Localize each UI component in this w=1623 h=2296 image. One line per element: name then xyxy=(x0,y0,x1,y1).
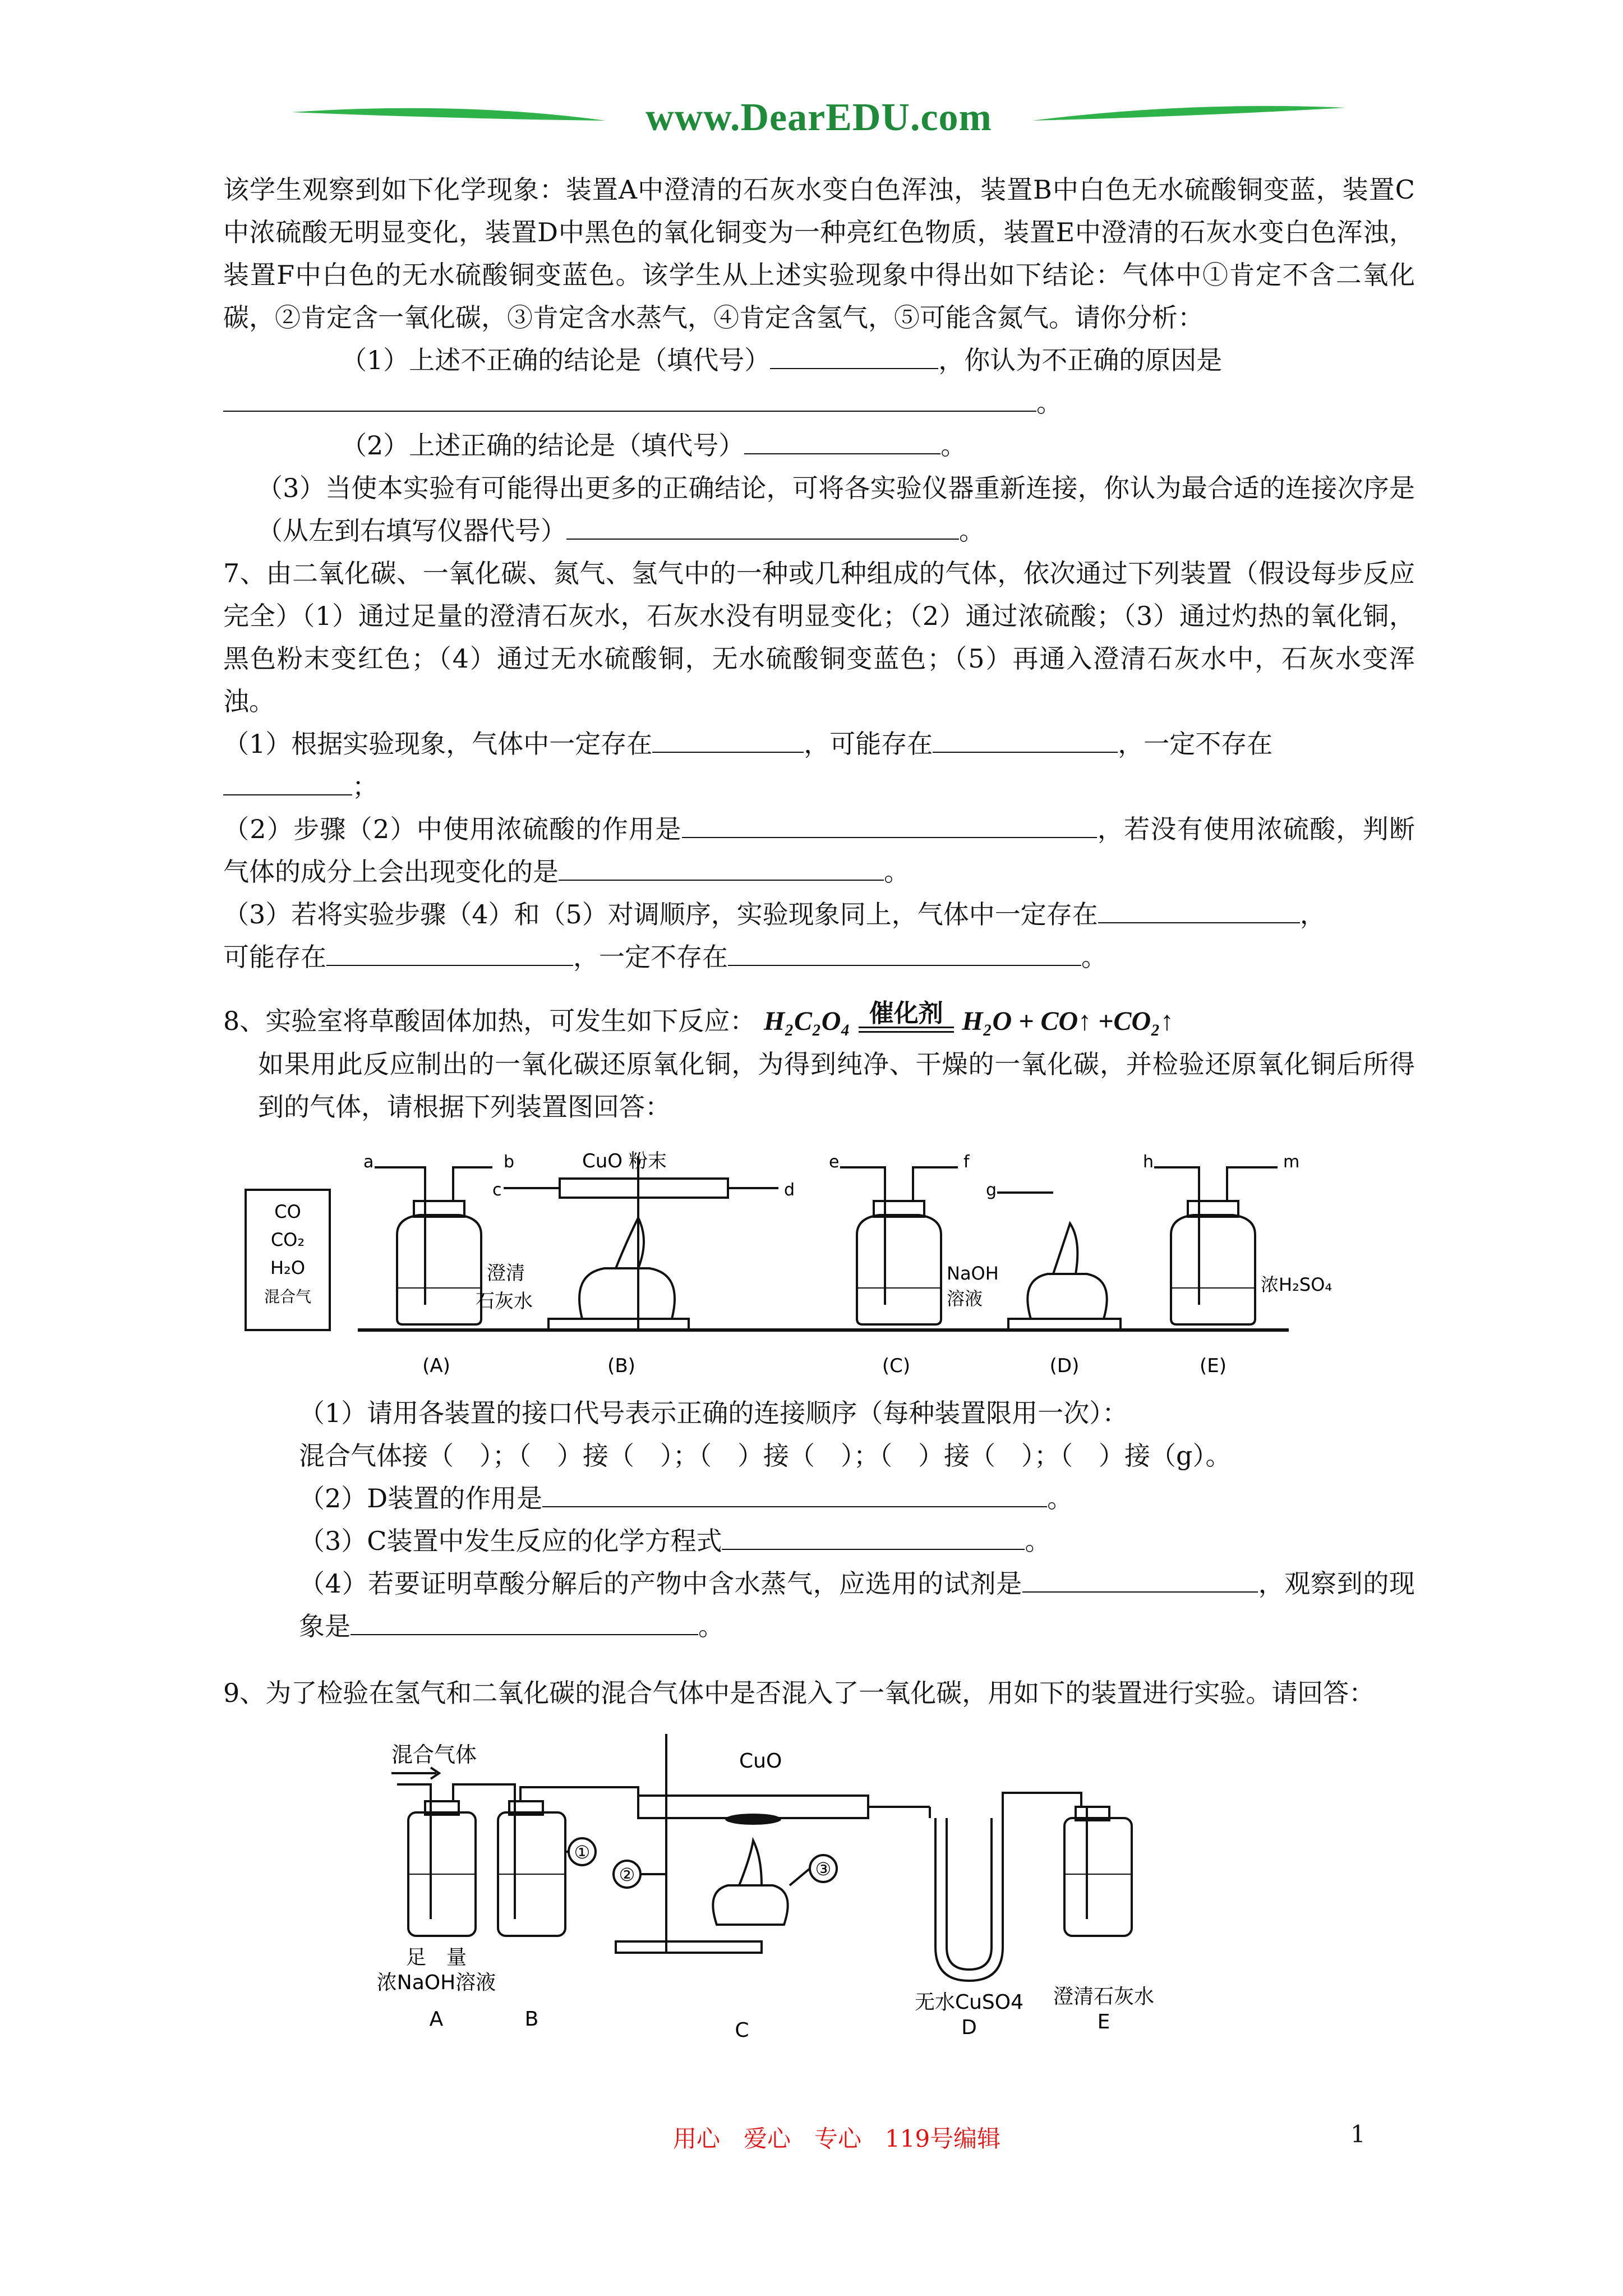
apparatus-letter: C xyxy=(735,2019,749,2042)
apparatus-label: (B) xyxy=(607,1355,635,1377)
apparatus-letter: A xyxy=(429,2008,444,2031)
port-label: e xyxy=(829,1152,840,1172)
q8-part2: （2）D装置的作用是 。 xyxy=(223,1477,1415,1520)
circle-label: ① xyxy=(574,1842,591,1863)
port-label: h xyxy=(1143,1152,1154,1172)
answer-blank[interactable] xyxy=(566,514,959,540)
q8-part1: （1）请用各装置的接口代号表示正确的连接顺序（每种装置限用一次）： xyxy=(299,1398,1128,1428)
answer-blank[interactable] xyxy=(682,812,1097,838)
answer-blank[interactable] xyxy=(223,386,1036,412)
q8-stem: 8、实验室将草酸固体加热，可发生如下反应： H₂C₂O₄ 催化剂 H₂O + CO↑ +CO₂↑ xyxy=(223,1000,1415,1043)
gas-box-line: CO xyxy=(274,1201,301,1222)
apparatus-label: (C) xyxy=(882,1355,911,1377)
equation-right: H₂O + CO↑ +CO₂↑ xyxy=(962,1006,1174,1036)
port-label: c xyxy=(492,1180,502,1200)
cuo-powder xyxy=(725,1814,781,1825)
q9-stem: 9、为了检验在氢气和二氧化碳的混合气体中是否混入了一氧化碳，用如下的装置进行实验。请回答： xyxy=(223,1678,1375,1708)
label-a2: 浓NaOH溶液 xyxy=(376,1971,496,1994)
answer-blank[interactable] xyxy=(351,1609,698,1635)
reagent-e: 浓H₂SO₄ xyxy=(1261,1274,1332,1295)
site-name: www.DearEDU.com xyxy=(645,96,992,139)
q6-part1-line2: 。 xyxy=(223,381,1415,424)
reagent-a: 澄清 xyxy=(487,1262,525,1285)
apparatus-label: (D) xyxy=(1049,1355,1080,1377)
circle-label: ② xyxy=(619,1864,635,1885)
gas-box-line: CO₂ xyxy=(270,1229,305,1250)
label-d: 无水CuSO4 xyxy=(914,1991,1024,2014)
port-label: b xyxy=(504,1152,515,1172)
q7-part3: （3）若将实验步骤（4）和（5）对调顺序，实验现象同上，气体中一定存在 ， 可能存在 ，一定不存在 。 xyxy=(223,893,1415,978)
port-label: a xyxy=(363,1152,374,1172)
footer-note: 用心 爱心 专心 119号编辑 xyxy=(673,2125,1001,2152)
figure-q9 xyxy=(223,1734,1415,2048)
port-label: d xyxy=(784,1180,795,1200)
cuo-label: CuO xyxy=(739,1750,782,1773)
reagent-a: 石灰水 xyxy=(476,1290,533,1313)
apparatus-letter: B xyxy=(524,2008,539,2031)
equation-left: H₂C₂O₄ xyxy=(763,1006,851,1036)
q8-part4: （4）若要证明草酸分解后的产物中含水蒸气，应选用的试剂是 ，观察到的现象是 。 xyxy=(223,1562,1415,1648)
q6-intro: 该学生观察到如下化学现象：装置A中澄清的石灰水变白色浑浊，装置B中白色无水硫酸铜变蓝，装置C中浓硫酸无明显变化，装置D中黑色的氧化铜变为一种亮红色物质，装置E中澄清的石灰水变白色浑浊，装置F中白色的无水硫酸铜变蓝色。该学生从上述实验现象中得出如下结论：气体中①肯定不含二氧化碳，②肯定含一氧化碳，③肯定含水蒸气，④肯定含氢气，⑤可能含氮气。请你分析： xyxy=(223,174,1415,333)
answer-blank[interactable] xyxy=(542,1481,1047,1507)
gas-box-line: 混合气 xyxy=(264,1287,312,1306)
q8-part3: （3）C装置中发生反应的化学方程式 。 xyxy=(223,1520,1415,1562)
apparatus-diagram-q9 xyxy=(223,1734,1415,2048)
reagent-c: NaOH xyxy=(947,1263,999,1284)
q7-part1: （1）根据实验现象，气体中一定存在 ，可能存在 ，一定不存在 ； xyxy=(223,723,1415,808)
gas-label: 混合气体 xyxy=(391,1742,477,1767)
port-label: g xyxy=(986,1180,997,1200)
apparatus-label: (E) xyxy=(1199,1355,1227,1377)
label-e: 澄清石灰水 xyxy=(1053,1985,1155,2008)
q8-part1-line2: 混合气体接（ ）；（ ）接（ ）；（ ）接（ ）；（ ）接（ ）；（ ）接（g）。 xyxy=(299,1441,1232,1471)
answer-blank[interactable] xyxy=(1022,1567,1258,1593)
answer-blank[interactable] xyxy=(933,727,1118,753)
equation-arrow: 催化剂 xyxy=(859,1001,954,1043)
cuo-label: CuO 粉末 xyxy=(582,1150,667,1172)
answer-blank[interactable] xyxy=(722,1524,1025,1550)
port-label: f xyxy=(963,1152,970,1172)
page-header xyxy=(292,84,1346,163)
q6-part1: （1）上述不正确的结论是（填代号） ，你认为不正确的原因是 xyxy=(223,339,1415,381)
apparatus-letter: E xyxy=(1097,2010,1110,2033)
q7-stem: 7、由二氧化碳、一氧化碳、氮气、氢气中的一种或几种组成的气体，依次通过下列装置（假设每步反应完全）（1）通过足量的澄清石灰水，石灰水没有明显变化；（2）通过浓硫酸；（3）通过灼热的氧化铜，黑色粉末变红色；（4）通过无水硫酸铜，无水硫酸铜变蓝色；（5）再通入澄清石灰水中，石灰水变浑浊。 xyxy=(223,558,1415,716)
port-label: m xyxy=(1283,1152,1300,1172)
answer-blank[interactable] xyxy=(326,940,573,966)
answer-blank[interactable] xyxy=(770,343,938,369)
circle-label: ③ xyxy=(815,1858,832,1880)
answer-blank[interactable] xyxy=(744,429,940,454)
q6-part2: （2）上述正确的结论是（填代号） 。 xyxy=(223,424,1415,467)
answer-blank[interactable] xyxy=(652,727,804,753)
figure-q8 xyxy=(223,1145,1415,1381)
q6-part3: （3）当使本实验有可能得出更多的正确结论，可将各实验仪器重新连接，你认为最合适的连接次序是（从左到右填写仪器代号） 。 xyxy=(257,473,1415,546)
apparatus-label: (A) xyxy=(422,1355,450,1377)
label-a1: 足 量 xyxy=(405,1946,467,1969)
answer-blank[interactable] xyxy=(559,855,884,881)
q7-part2: （2）步骤（2）中使用浓硫酸的作用是 ，若没有使用浓硫酸，判断气体的成分上会出现变化的是 。 xyxy=(223,808,1415,893)
page-number: 1 xyxy=(1350,2120,1366,2148)
page-content xyxy=(223,168,1415,2048)
q8-intro: 如果用此反应制出的一氧化碳还原氧化铜，为得到纯净、干燥的一氧化碳，并检验还原氧化铜后所得到的气体，请根据下列装置图回答： xyxy=(258,1049,1415,1122)
answer-blank[interactable] xyxy=(223,770,352,795)
answer-blank[interactable] xyxy=(728,940,1081,966)
reagent-c: 溶液 xyxy=(947,1288,983,1309)
answer-blank[interactable] xyxy=(1098,898,1300,923)
apparatus-diagram-q8 xyxy=(223,1145,1415,1381)
apparatus-letter: D xyxy=(961,2016,977,2039)
gas-box-line: H₂O xyxy=(270,1257,306,1278)
